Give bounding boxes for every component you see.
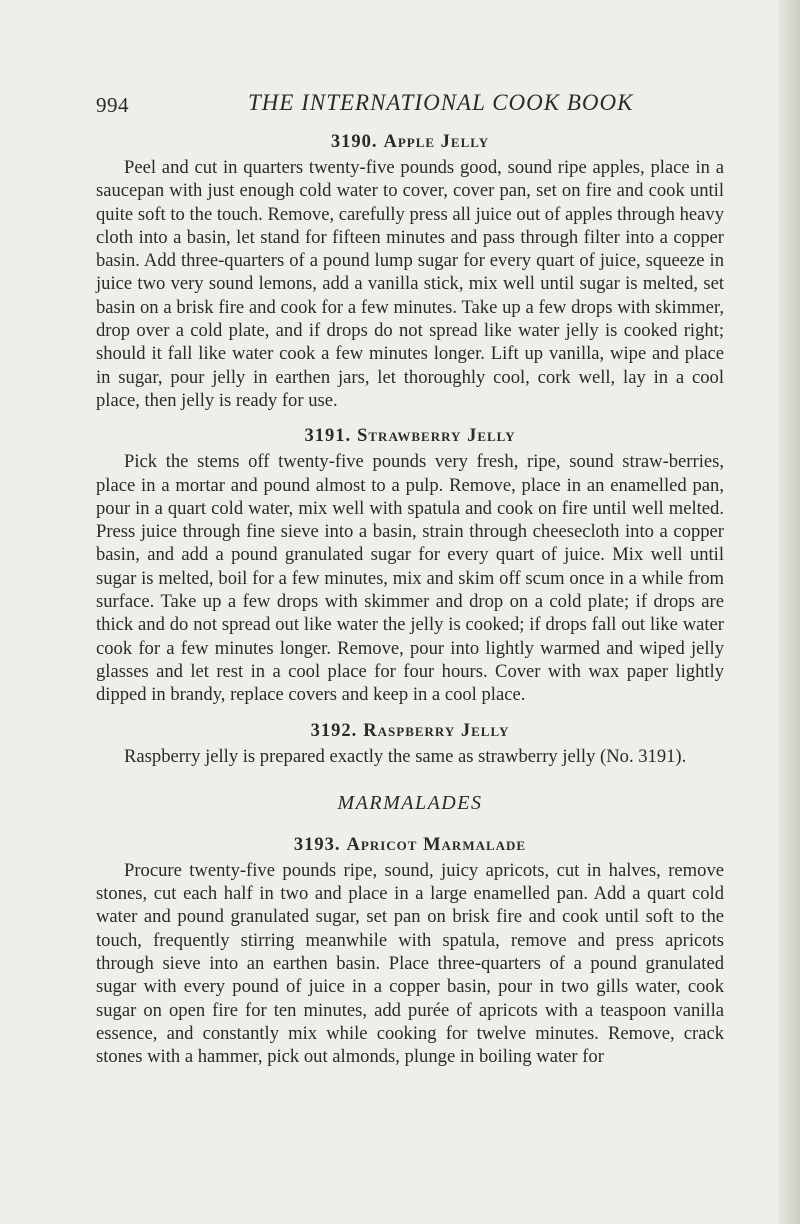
recipe-body-strawberry-jelly: Pick the stems off twenty-five pounds very fresh, ripe, sound straw-berries, place in a mortar and pound almost to a pulp. Remove, place in an enamelled pan, pour in a quart cold water, mix well with spatula and cook on fire until well melted. Press juice through fine sieve into a basin, strain through cheesecloth into a copper basin, and add a pound granulated sugar for every quart of juice. Mix well until sugar is melted, boil for a few minutes, mix and skim off scum once in a while from surface. Take up a few drops with skimmer and drop on a cold plate; if drops are thick and do not spread out like water the jelly is cooked; if drops fall out like water cook for a few minutes longer. Remove, pour into lightly warmed and wiped jelly glasses and let rest in a cool place for four hours. Cover with wax paper lightly dipped in brandy, replace covers and keep in a cool place. xyxy=(96,451,724,706)
recipe-name: Strawberry Jelly xyxy=(357,426,516,447)
section-heading-marmalades: MARMALADES xyxy=(337,791,483,814)
running-title: THE INTERNATIONAL COOK BOOK xyxy=(248,90,634,115)
page-edge xyxy=(778,0,800,1224)
recipe-body-apricot-marmalade: Procure twenty-five pounds ripe, sound, juicy apricots, cut in halves, remove stones, cut each half in two and place in a large enamelled pan. Add a quart cold water and pound granulated sugar, set pan on brisk fire and cook until soft to the touch, frequently stirring meanwhile with spatula, remove and press apricots through sieve into an earthen basin. Place three-quarters of a pound granulated sugar with every pound of juice in a copper basin, pour in two gills water, cook sugar on open fire for ten minutes, add purée of apricots with a teaspoon vanilla essence, and constantly mix while cooking for twelve minutes. Remove, crack stones with a hammer, pick out almonds, plunge in boiling water for xyxy=(96,859,724,1068)
recipe-number: 3190. xyxy=(330,132,378,152)
recipe-body-raspberry-jelly: Raspberry jelly is prepared exactly the same as strawberry jelly (No. 3191). xyxy=(124,745,687,767)
recipe-number: 3192. xyxy=(310,720,358,741)
book-page xyxy=(96,88,724,1069)
recipe-name: Raspberry Jelly xyxy=(363,720,510,741)
recipe-title-raspberry-jelly xyxy=(96,717,724,745)
recipe-number: 3191. xyxy=(304,426,352,447)
recipe-number: 3193. xyxy=(293,834,341,855)
recipe-body-apple-jelly: Peel and cut in quarters twenty-five pounds good, sound ripe apples, place in a saucepan with just enough cold water to cover, cover pan, set on fire and cook until quite soft to the touch. Remove, carefully press all juice out of apples through heavy cloth into a basin, let stand for fifteen minutes and pass through filter into a copper basin. Add three-quarters of a pound lump sugar for every quart of juice, squeeze in juice two very sound lemons, add a vanilla stick, mix well until sugar is melted, set basin on a brisk fire and cook for a few minutes. Take up a few drops with skimmer, drop over a cold plate, and if drops do not spread like water jelly is cooked right; should it fall like water cook a few minutes longer. Lift up vanilla, wipe and place in sugar, pour jelly in earthen jars, let thoroughly cool, cork well, lay in a cool place, then jelly is ready for use. xyxy=(96,157,724,411)
recipe-title-apricot-marmalade xyxy=(96,831,724,859)
page-header xyxy=(96,88,724,128)
recipe-title-apple-jelly xyxy=(96,128,724,156)
recipe-title-strawberry-jelly xyxy=(96,422,724,450)
recipe-name: Apricot Marmalade xyxy=(346,834,527,855)
recipe-name: Apple Jelly xyxy=(383,132,490,152)
page-number: 994 xyxy=(96,93,129,117)
